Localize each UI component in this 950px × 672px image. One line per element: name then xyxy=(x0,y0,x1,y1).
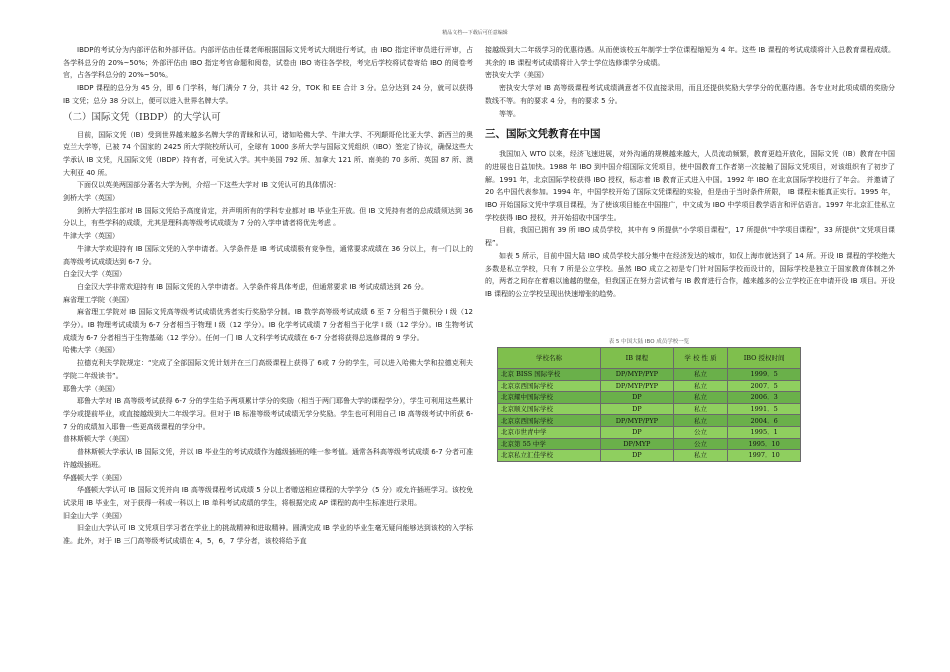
paragraph: 如表 5 所示，目前中国大陆 IBO 成员学校大部分集中在经济发达的城市，如仅上海市就达到了 14 所。开设 IB 课程的学校绝大多数是私立学校，只有 7 所是公立学校。虽然 IBO 成立之初是专门针对国际学校而设计的，国际学校是独立于国家教育体制之外的，两者之间存在着难以逾越的壁垒，但我国正在努力尝试着与 IB 教育进行合作，越来越多的公立学校正在申请开设 IB 项目。开设 IB 课程的公立学校呈现出快速增张的趋势。 xyxy=(485,251,895,298)
ib-course: DP xyxy=(601,426,674,438)
column-header: IB 课程 xyxy=(601,348,674,369)
school-name: 北京京西国际学校 xyxy=(498,415,601,427)
ib-course: DP/MYP/PYP xyxy=(601,369,674,381)
university-name: 哈佛大学（美国） xyxy=(63,346,119,355)
table-row xyxy=(498,392,801,404)
university-name: 旧金山大学（美国） xyxy=(63,511,126,520)
school-name: 北京耀中国际学校 xyxy=(498,392,601,404)
table-header-row xyxy=(498,348,801,369)
school-type: 公立 xyxy=(673,426,728,438)
university-name: 密执安大学（美国） xyxy=(485,71,548,80)
university-paragraph: 密执安大学对 IB 高等级课程考试成绩满意者不仅直接录用，而且还提供奖励大学学分的优惠待遇。各专业对此项成绩的奖励分数线不等。有的要求 4 分，有的要求 5 分。 xyxy=(485,84,895,105)
school-type: 私立 xyxy=(673,403,728,415)
table xyxy=(497,347,801,462)
university-name: 剑桥大学（英国） xyxy=(63,194,119,203)
paragraph: IBDP 课程的总分为 45 分，即 6 门学科，每门满分 7 分，共计 42 分，TOK 和 EE 合计 3 分。总分达到 24 分，就可以获得 IB 文凭；总分 38 分以上，便可以进入世界名牌大学。 xyxy=(63,84,473,105)
university-paragraph: 拉德克利夫学院规定：“完成了全部国际文凭计划并在三门高级课程上获得了 6或 7 分的学生，可以进入哈佛大学和拉德克利夫学院二年级读书”。 xyxy=(63,359,473,380)
paragraph: 我国加入 WTO 以来，经济飞速进展，对外沟通的规模越来越大，人员流动频繁，教育更趋开放化，国际文凭（IB）教育在中国的进展也日益加快。1988 年 IBO 到中国介绍国际文凭项目，使中国教育工作者第一次接触了国际文凭项目，对该组织有了初步了解。1991 年，北京国际学校获得 IBO 授权，标志着 IB 教育正式进入中国。1992 年 IBO 在北京国际学校进行了年会。 并邀请了 20 名中国代表参加。1994 年，中国学校开始了国际文凭课程的实验，但是由于当时条件所限， IB 课程未能真正实行。1995 年，IBO 开始国际文凭中学项目课程，为了使该项目能在中国推广，中文成为 IBO 中学项目教学语言和评估语言。1997 年北京汇佳私立学校获得 IBO 授权，并开始招收中国学生。 xyxy=(485,150,895,222)
university-name: 牛津大学（英国） xyxy=(63,232,119,241)
column-header: 学 校 性 质 xyxy=(673,348,728,369)
authorization-date: 2004．6 xyxy=(728,415,801,427)
authorization-date: 1999．5 xyxy=(728,369,801,381)
university-paragraph: 麻省理工学院对 IB 国际文凭高等级考试成绩优秀者实行奖励学分制。IB 数学高等级考试成绩 6 至 7 分相当于微积分 I 级（12 学分）。IB 物理考试成绩为 6-7 分者相当于物理 I 级（12 学分）。IB 化学考试成绩 7 分者相当于化学 I 级（12 学分）。IB 生物考试成绩为 6-7 分者相当于生物基础（12 学分）。任何一门 IB 人文科学考试成绩在 6-7 分者将获得总选修课的 9 学分。 xyxy=(63,308,473,342)
school-name: 北京第 55 中学 xyxy=(498,438,601,450)
table-row xyxy=(498,403,801,415)
paragraph: 下面仅以英美两国部分著名大学为例，介绍一下这些大学对 IB 文凭认可的具体情况： xyxy=(77,181,341,190)
ib-course: DP xyxy=(601,403,674,415)
table-row xyxy=(498,415,801,427)
table-row xyxy=(498,369,801,381)
right-column xyxy=(485,44,895,374)
university-name: 耶鲁大学（美国） xyxy=(63,384,119,393)
paragraph: 目前，国际文凭（IB）受到世界越来越多名牌大学的青睐和认可，诸如哈佛大学、牛津大学、不列颠哥伦比亚大学、新西兰的奥克兰大学等，已被 74 个国家的 2425 所大学院校所认可，全球有 1000 多所大学与国际文凭组织（IBO）签定了协议，确保这些大学承认 IB 文凭，凡国际文凭（IBDP）持有者，可免试入学。其中美国 792 所、加拿大 121 所、南美的 70 多所、英国 87 所、澳大利亚 40 所。 xyxy=(63,130,473,177)
university-name: 麻省理工学院（美国） xyxy=(63,295,133,304)
school-type: 私立 xyxy=(673,392,728,404)
ib-course: DP xyxy=(601,392,674,404)
page-header: 精品文档---下载后可任意编辑 xyxy=(442,30,508,36)
table-row xyxy=(498,450,801,462)
authorization-date: 2007．5 xyxy=(728,380,801,392)
ib-course: DP/MYP xyxy=(601,438,674,450)
school-name: 北京京西国际学校 xyxy=(498,380,601,392)
column-header: 学校名称 xyxy=(498,348,601,369)
table-row xyxy=(498,380,801,392)
paragraph: IBDP的考试分为内部评估和外部评估。内部评估由任课老师根据国际文凭考试大纲进行考试，由 IBO 指定评审员进行评审，占各学科总分的 20%~50%；外部评估由 IBO 指定考官命题和阅卷，试卷由 IBO 寄往各学校，考完后学校将试卷寄给 IBO 的阅卷考官，占各学科总分的 20%~50%。 xyxy=(63,46,473,80)
university-paragraph: 白金汉大学非常欢迎持有 IB 国际文凭的入学申请者。入学条件将具体考虑，但通常要求 IB 考试成绩达到 26 分。 xyxy=(77,282,428,291)
authorization-date: 2006．3 xyxy=(728,392,801,404)
ib-course: DP/MYP/PYP xyxy=(601,415,674,427)
left-column xyxy=(63,44,473,664)
table-caption: 表 5 中国大陆 IBO 成员学校一览 xyxy=(608,339,690,345)
section-heading: （二）国际文凭（IBDP）的大学认可 xyxy=(63,111,221,123)
ib-course: DP xyxy=(601,450,674,462)
ibo-schools-table xyxy=(497,338,801,462)
university-paragraph: 旧金山大学认可 IB 文凭项目学习者在学业上的挑战精神和进取精神。圆满完成 IB 学业的毕业生毫无疑问能够达到该校的入学标准。此外，对于 IB 三门高等级考试成绩在 4，5，6，7 学分者，该校将给予直 xyxy=(63,524,473,546)
table-row xyxy=(498,438,801,450)
school-type: 私立 xyxy=(673,380,728,392)
paragraph: 目前，我国已拥有 39 所 IBO 成员学校，其中有 9 所提供“小学项目课程”，17 所提供“中学项目课程”，33 所提供“文凭项目课程”。 xyxy=(485,226,895,248)
school-name: 北京私立汇佳学校 xyxy=(498,450,601,462)
paragraph: 接越级到大二年级学习的优惠待遇。从而使该校五年制学士学位课程缩短为 4 年。这些 IB 课程的考试成绩将计入总教育课程成绩。其余的 IB 课程考试成绩将计入学士学位选修课学分成绩。 xyxy=(485,46,895,67)
university-name: 普林斯顿大学（美国） xyxy=(63,435,133,444)
school-type: 私立 xyxy=(673,450,728,462)
authorization-date: 1995．10 xyxy=(728,438,801,450)
school-name: 北京 BISS 国际学校 xyxy=(498,369,601,381)
university-paragraph: 耶鲁大学对 IB 高等级考试获得 6-7 分的学生给予两项累计学分的奖励（相当于两门耶鲁大学的课程学分），学生可利用这些累计学分或提前毕业，或直接越级到大二年级学习。但对于 IB 标准等级考试成绩无学分奖励。学生也可利用自己 IB 高等级考试中所获 6-7 分的成绩加入耶鲁一些更高级课程的学分中。 xyxy=(63,397,473,431)
school-name: 北京市世青中学 xyxy=(498,426,601,438)
table-row xyxy=(498,426,801,438)
university-paragraph: 牛津大学欢迎持有 IB 国际文凭的入学申请者。入学条件是 IB 考试成绩极有竞争性，通常要求成绩在 36 分以上，有一门以上的高等级考试成绩达到 6-7 分。 xyxy=(63,244,473,266)
university-name: 白金汉大学（英国） xyxy=(63,270,126,279)
column-header: IBO 授权时间 xyxy=(728,348,801,369)
school-name: 北京顺义国际学校 xyxy=(498,403,601,415)
school-type: 私立 xyxy=(673,369,728,381)
section-heading: 三、国际文凭教育在中国 xyxy=(485,128,601,141)
university-paragraph: 剑桥大学招生部对 IB 国际文凭给予高度肯定，并声明所有的学科专业都对 IB 毕业生开放。但 IB 文凭持有者的总成绩须达到 36 分以上，有些学科的成绩，尤其是理科高等级考试成绩为 7 分的入学申请者将优先考虑 。 xyxy=(63,206,473,228)
university-paragraph: 华盛顿大学认可 IB 国际文凭并向 IB 高等级课程考试成绩 5 分以上者赠送相应课程的大学学分（5 分）或允许插班学习。该校免试录用 IB 毕业生，对于获得一科或一科以上 IB 单科考试成绩的学生，将根据完成 AP 课程的高中生标准进行录用。 xyxy=(63,486,473,507)
university-paragraph: 普林斯顿大学承认 IB 国际文凭，并以 IB 毕业生的考试成绩作为越级插班的唯一参考值。通常各科高等级考试成绩 6-7 分者可准许越级插班。 xyxy=(63,448,473,469)
school-type: 公立 xyxy=(673,438,728,450)
school-type: 私立 xyxy=(673,415,728,427)
authorization-date: 1997．10 xyxy=(728,450,801,462)
university-name: 华盛顿大学（美国） xyxy=(63,473,126,482)
authorization-date: 1991．5 xyxy=(728,403,801,415)
ib-course: DP/MYP/PYP xyxy=(601,380,674,392)
authorization-date: 1995．1 xyxy=(728,426,801,438)
paragraph-etc: 等等。 xyxy=(499,109,520,118)
